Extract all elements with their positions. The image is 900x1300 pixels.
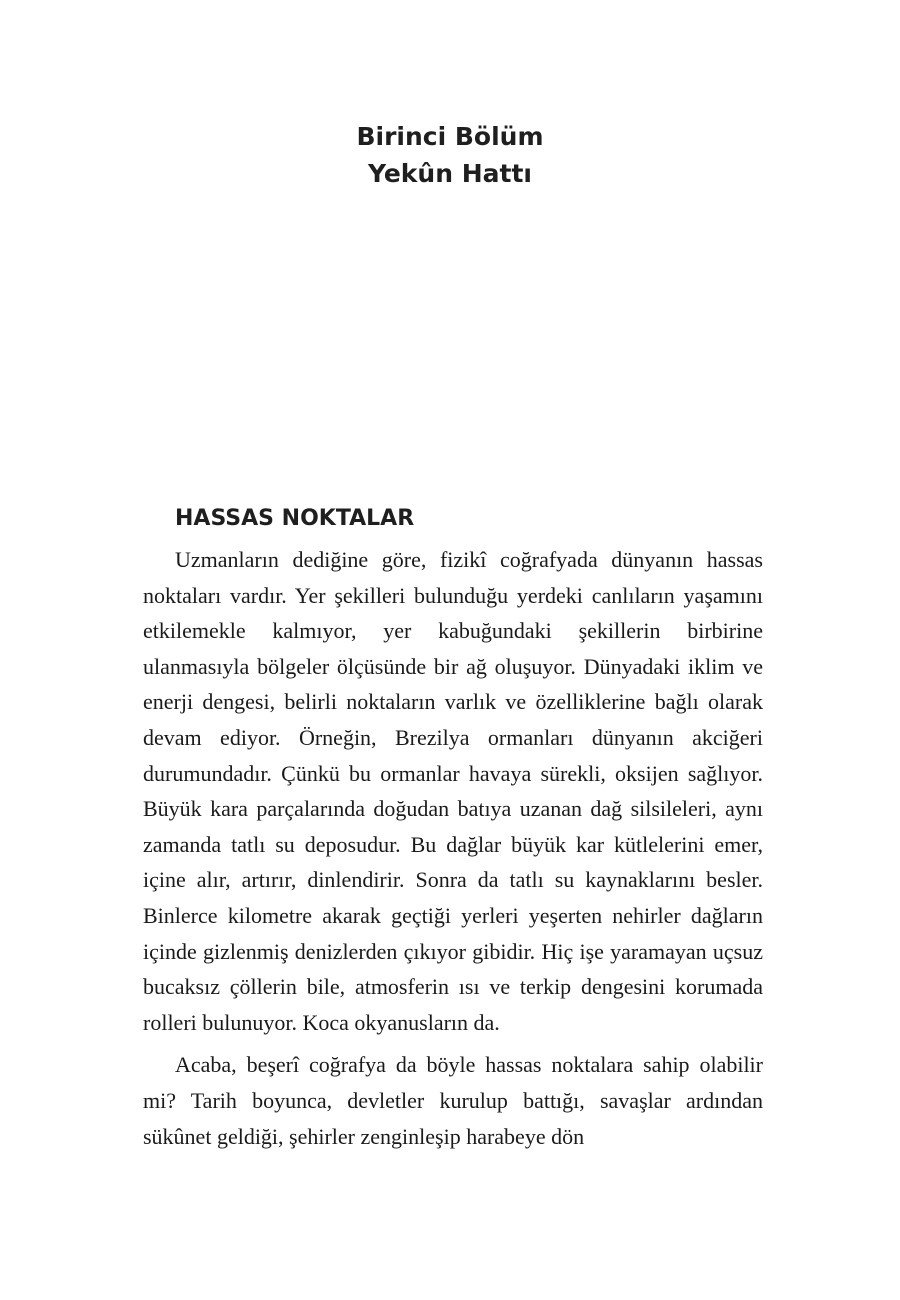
paragraph-2: Acaba, beşerî coğrafya da böyle hassas noktalara sahip olabilir mi? Tarih boyunca, devletler kurulup battığı, savaşlar ardından sükûnet geldiği, şehirler zenginleşip harabeye dön: [143, 1052, 763, 1149]
chapter-title: Yekûn Hattı: [368, 159, 532, 188]
chapter-number: Birinci Bölüm: [356, 122, 544, 151]
section-title: HASSAS NOKTALAR: [175, 506, 415, 531]
section: [143, 502, 763, 1154]
chapter-heading: [0, 118, 900, 192]
paragraph-1: Uzmanların dediğine göre, fizikî coğrafyada dünyanın hassas noktaları vardır. Yer şekilleri bulunduğu yerdeki canlıların yaşamını etkilemekle kalmıyor, yer kabuğundaki şekillerin birbirine ulanmasıyla bölgeler ölçüsünde bir ağ oluşuyor. Dünyadaki iklim ve enerji dengesi, belirli noktaların varlık ve özelliklerine bağlı olarak devam ediyor. Örneğin, Brezilya ormanları dünyanın akciğeri durumundadır. Çünkü bu ormanlar havaya sürekli, oksijen sağlıyor. Büyük kara parçalarında doğudan batıya uzanan dağ silsileleri, aynı zamanda tatlı su deposudur. Bu dağlar büyük kar kütlelerini emer, içine alır, artırır, dinlendirir. Sonra da tatlı su kaynaklarını besler. Binlerce kilometre akarak geçtiği yerleri yeşerten nehirler dağların içinde gizlenmiş denizlerden çıkıyor gibidir. Hiç işe yaramayan uçsuz bucaksız çöllerin bile, atmosferin ısı ve terkip dengesini korumada rolleri bulunuyor. Koca okyanusların da.: [143, 547, 763, 1035]
